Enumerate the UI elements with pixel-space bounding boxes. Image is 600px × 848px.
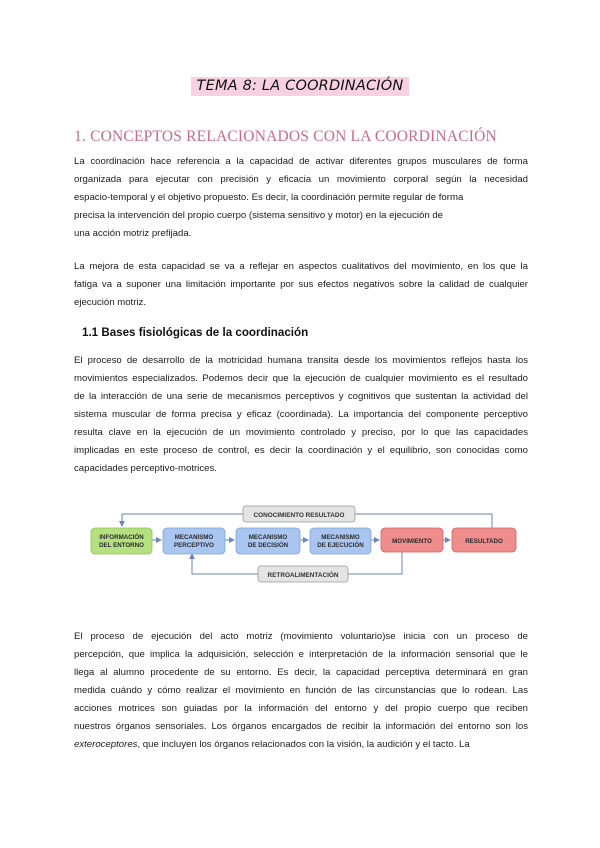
subsection-heading: 1.1 Bases fisiológicas de la coordinación (82, 326, 309, 339)
text-fragment: , que incluyen los órganos relacionados con la visión, la audición y el tacto. La (137, 739, 470, 750)
box-label-line: MOVIMIENTO (392, 538, 432, 545)
box-label-line: MECANISMO (174, 534, 214, 541)
box-label-line: INFORMACIÓN (99, 534, 144, 541)
box-label-line: DE DECISIÓN (247, 542, 289, 549)
text-line: organizada para ejecutar con precisión y eficacia un movimiento corporal según la necesidad (74, 174, 528, 185)
text-line: espacio-temporal y el objetivo propuesto. Es decir, la coordinación permite regular de forma (74, 192, 464, 203)
italic-term: exteroceptores (74, 739, 138, 750)
text-line: movimientos especializados. Podemos decir que la ejecución de cualquier movimiento es el resultado (74, 373, 528, 384)
text-line: capacidades perceptivo-motrices. (74, 463, 217, 474)
text-line: La mejora de esta capacidad se va a reflejar en aspectos cualitativos del movimiento, en los que la (74, 261, 528, 272)
section-heading: 1. CONCEPTOS RELACIONADOS CON LA COORDINACIÓN (74, 128, 497, 145)
paragraph-intro (74, 153, 528, 243)
text-line: El proceso de desarrollo de la motricidad humana transita desde los movimientos reflejos hasta los (74, 355, 528, 366)
loop-line-top-left (122, 514, 243, 526)
box-label-line: MECANISMO (321, 534, 360, 541)
conocimiento-resultado-label: CONOCIMIENTO RESULTADO (253, 512, 345, 519)
box-mecanismo-perceptivo (163, 528, 225, 554)
box-label-line: MECANISMO (248, 534, 288, 541)
text-line: precisa la intervención del propio cuerpo (sistema sensitivo y motor) en la ejecución de (74, 210, 444, 221)
text-line: de la interacción de una serie de mecanismos perceptivos y cognitivos que sustentan la actividad del (74, 391, 528, 402)
page-title: TEMA 8: LA COORDINACIÓN (191, 77, 410, 96)
box-mecanismo-decision (236, 528, 300, 554)
box-informacion-entorno (91, 528, 152, 554)
loop-line-bottom-left (192, 554, 264, 574)
paragraph-mejora (74, 258, 528, 312)
box-label-line: DE EJECUCIÓN (317, 542, 364, 549)
text-line: acciones motrices son guiadas por la información del entorno y del propio cuerpo que reciben (74, 703, 528, 714)
text-line: medida cuándo y cómo realizar el movimiento en función de las circunstancias que lo rodean. Las (74, 685, 528, 696)
text-line: llega al alumno procedente de su entorno. Es decir, la capacidad perceptiva determinará en gran (74, 667, 528, 678)
text-line: El proceso de ejecución del acto motriz (movimiento voluntario)se inicia con un proceso de (74, 631, 528, 642)
paragraph-proceso (74, 628, 528, 754)
box-label-line: RESULTADO (465, 538, 503, 545)
text-line: una acción motriz prefijada. (74, 228, 192, 239)
text-line (74, 736, 528, 754)
box-label-line: DEL ENTORNO (99, 542, 144, 549)
text-line: fatiga va a suponer una limitación importante por sus efectos negativos sobre la calidad de cualquier (74, 279, 528, 290)
box-mecanismo-ejecucion (310, 528, 371, 554)
title-wrap (0, 77, 600, 96)
box-resultado (452, 528, 516, 552)
text-line: La coordinación hace referencia a la capacidad de activar diferentes grupos musculares de forma (74, 156, 528, 167)
coordination-diagram (88, 502, 528, 586)
retroalimentacion-label: RETROALIMENTACIÓN (267, 572, 339, 579)
box-movimiento (381, 528, 443, 552)
text-line: percepción, que implica la adquisición, selección e interpretación de la información sensorial que le (74, 649, 528, 660)
text-line: resulta clave en la ejecución de un movimiento controlado y preciso, por lo que las capacidades (74, 427, 528, 438)
text-line: ejecución motriz. (74, 297, 146, 308)
box-label-line: PERCEPTIVO (174, 542, 214, 549)
text-line: sistema muscular de forma precisa y eficaz (coordinada). La importancia del componente perceptivo (74, 409, 528, 420)
text-line: implicadas en este proceso de control, es decir la coordinación y el equilibrio, son conocidas como (74, 445, 528, 456)
text-line: nuestros órganos sensoriales. Los órganos encargados de recibir la información del entorno son los (74, 721, 528, 732)
paragraph-bases (74, 352, 528, 478)
